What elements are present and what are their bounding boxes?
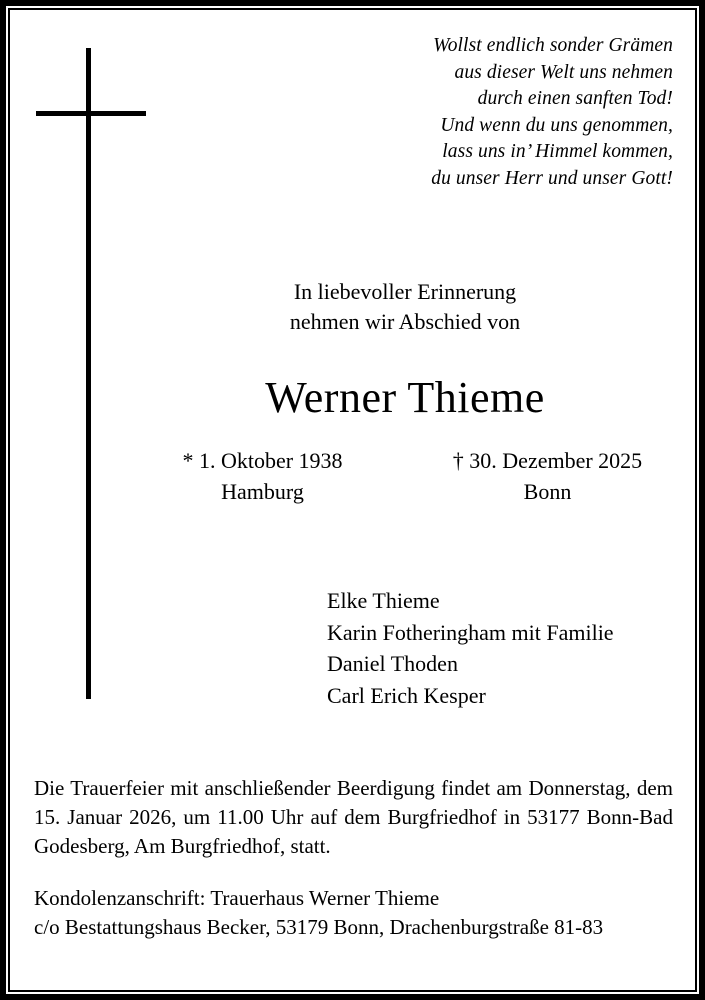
death-details (405, 445, 690, 507)
death-date-line (405, 445, 690, 476)
poem-line: du unser Herr und unser Gott! (431, 167, 673, 189)
funeral-service-info: Die Trauerfeier mit anschließender Beerdigung findet am Donnerstag, dem 15. Januar 2026, um 11.00 Uhr auf dem Burgfriedhof in 53177 Bonn-Bad Godesberg, Am Burgfriedhof, statt. (34, 776, 673, 858)
birth-symbol: * (182, 448, 194, 473)
poem-line: aus dieser Welt uns nehmen (454, 61, 673, 83)
poem-line: Wollst endlich sonder Grämen (433, 35, 673, 56)
cross-horizontal-stroke (36, 111, 146, 116)
death-place: Bonn (523, 479, 572, 504)
memorial-intro (125, 277, 685, 337)
mourners-list (327, 585, 687, 711)
intro-line: nehmen wir Abschied von (289, 309, 521, 334)
condolence-line: c/o Bestattungshaus Becker, 53179 Bonn, Drachenburgstraße 81-83 (34, 915, 604, 939)
mourner-name: Karin Fotheringham mit Familie (327, 619, 614, 645)
poem-line: lass uns in’ Himmel kommen, (442, 141, 673, 162)
death-date: 30. Dezember 2025 (469, 448, 643, 473)
mourner-name: Daniel Thoden (327, 651, 458, 676)
intro-line: In liebevoller Erinnerung (293, 279, 517, 304)
birth-details (120, 445, 405, 507)
mourner-name: Elke Thieme (327, 588, 440, 613)
poem-line: Und wenn du uns genommen, (440, 114, 673, 136)
mourner-name: Carl Erich Kesper (327, 682, 486, 708)
memorial-poem (253, 33, 673, 192)
poem-line: durch einen sanften Tod! (477, 88, 673, 109)
death-symbol: † (452, 448, 464, 473)
condolence-address (34, 884, 679, 942)
cross-vertical-stroke (86, 48, 91, 699)
birth-date-line (120, 445, 405, 476)
birth-place: Hamburg (221, 479, 304, 504)
birth-date: 1. Oktober 1938 (198, 448, 343, 473)
condolence-line: Kondolenzanschrift: Trauerhaus Werner Thieme (34, 886, 440, 910)
life-dates (120, 445, 690, 507)
deceased-name: Werner Thieme (265, 373, 545, 422)
